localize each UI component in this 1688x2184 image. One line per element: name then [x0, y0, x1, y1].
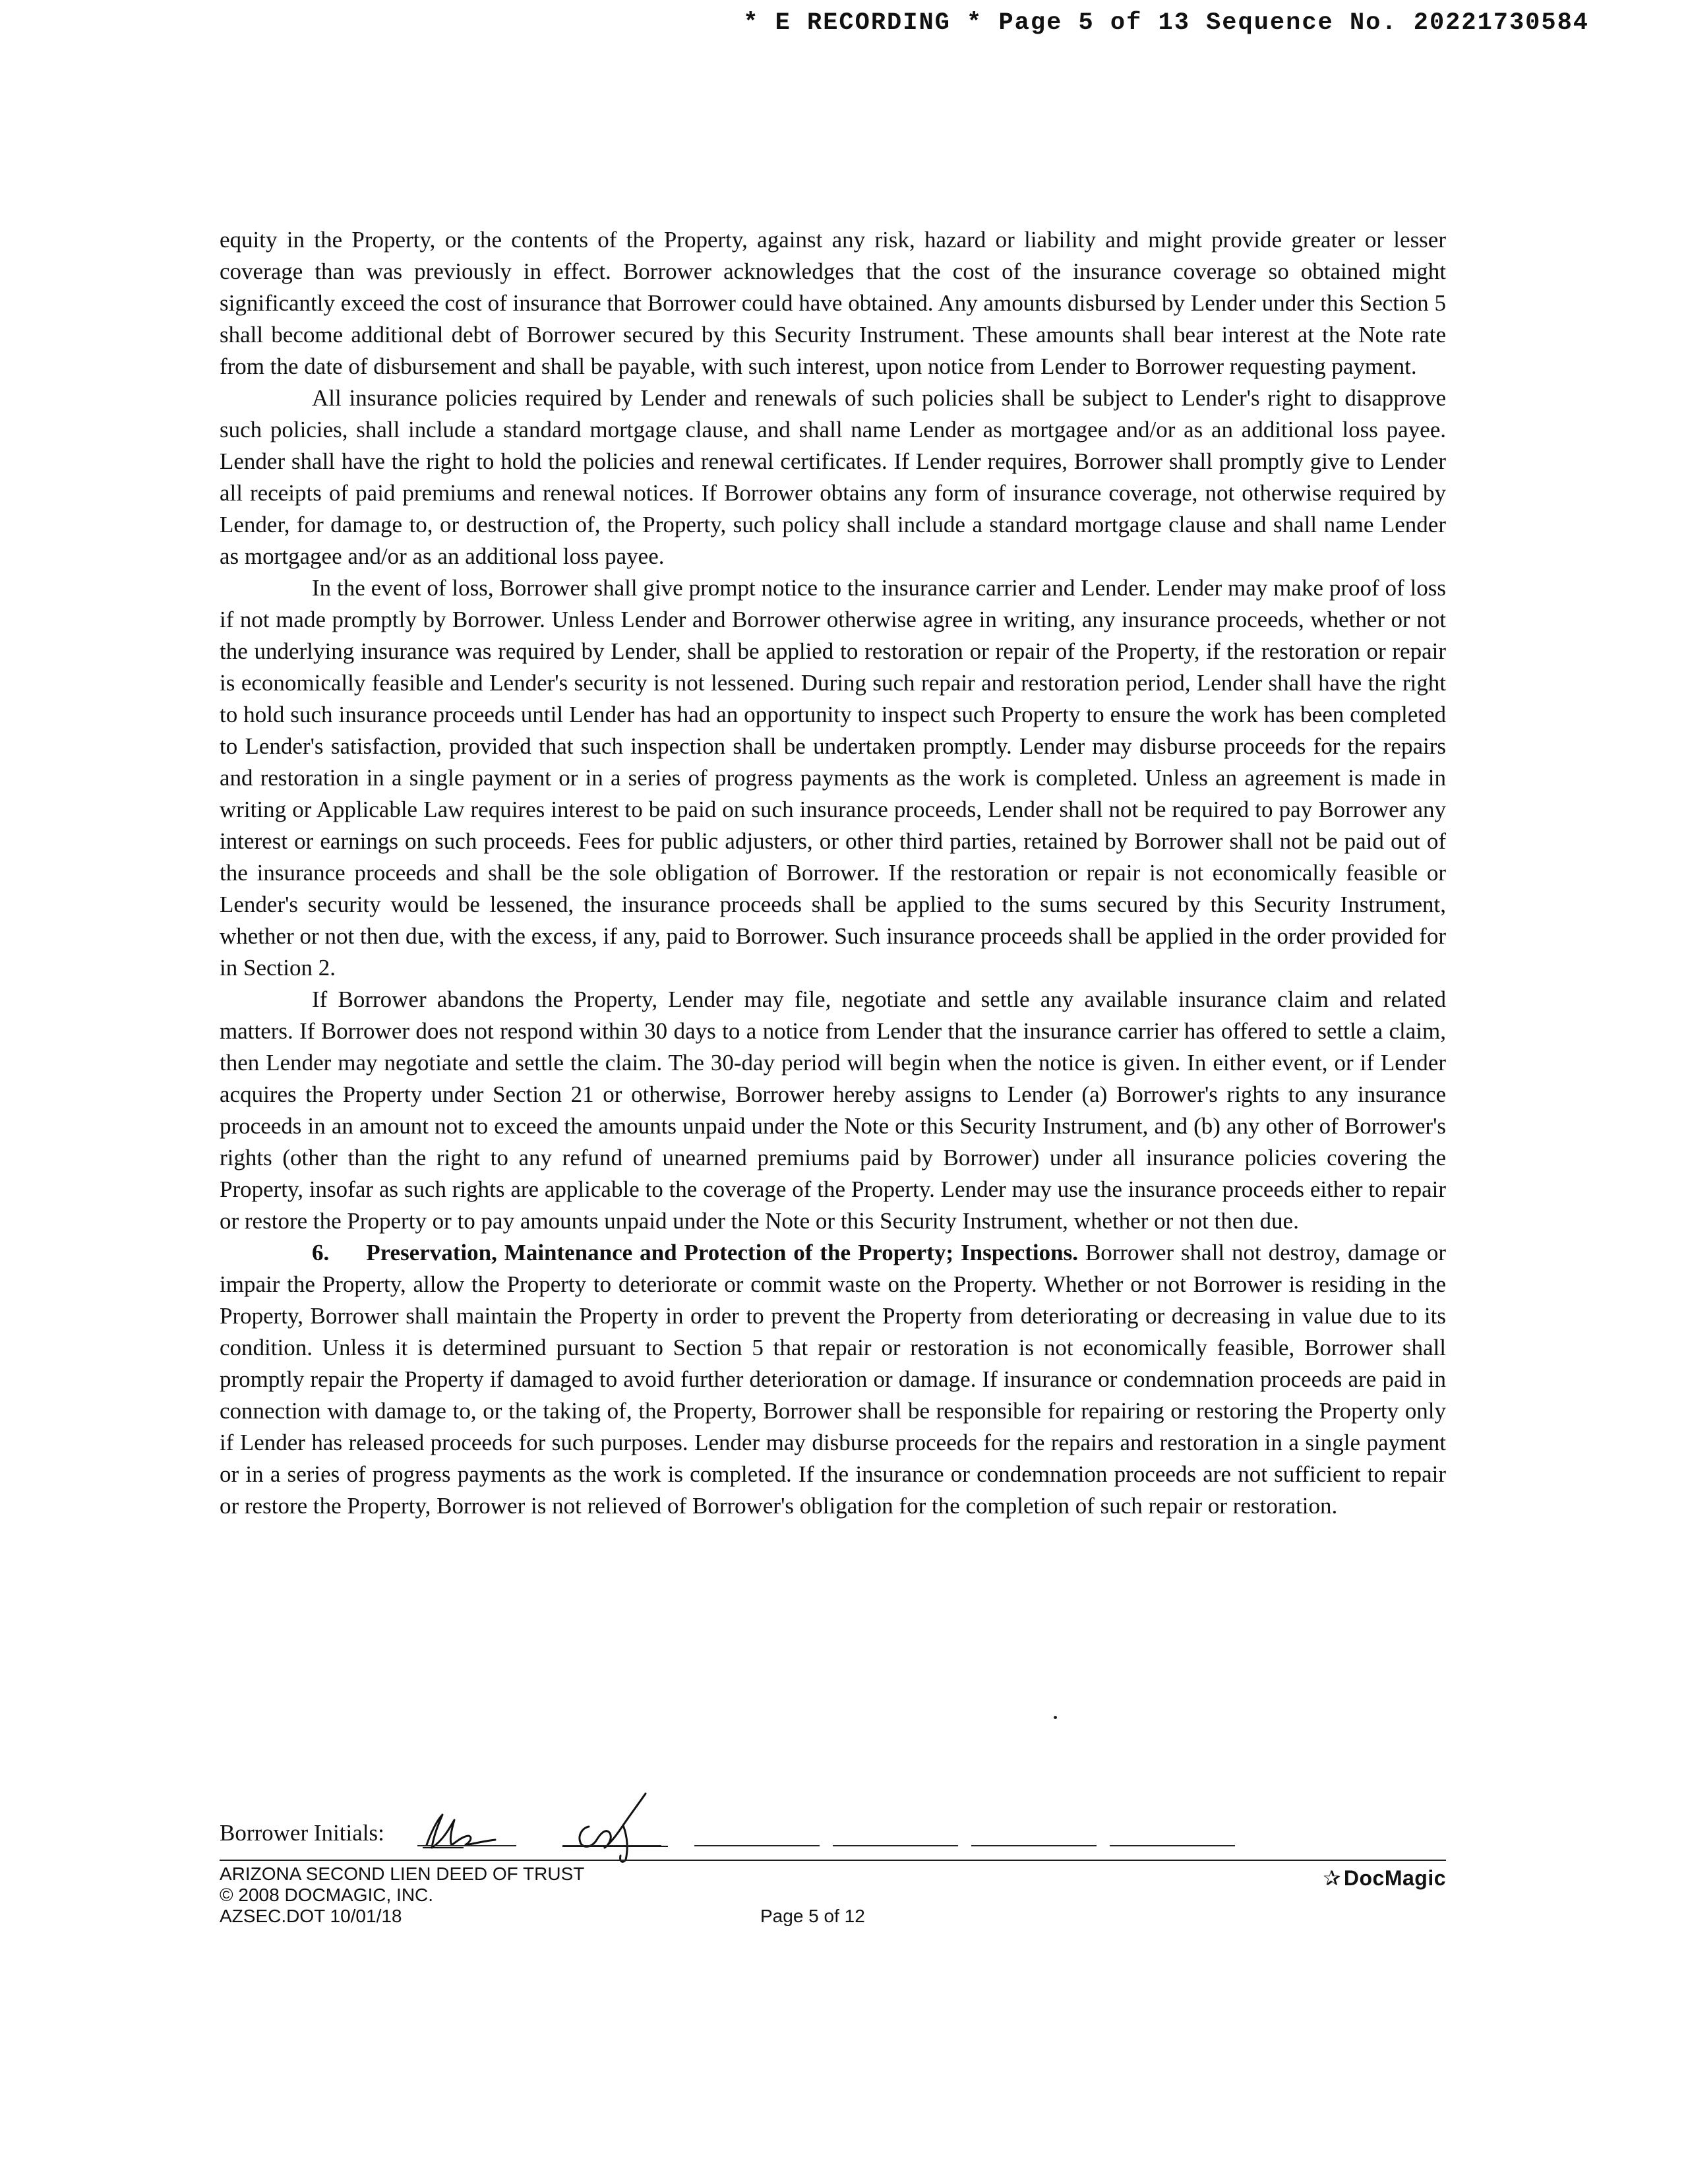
paragraph-insurance-coverage: equity in the Property, or the contents of the Property, against any risk, hazard or liability and might provide greater or lesser coverage than was previously in effect. Borrower acknowledges that the cost of the insurance coverage so obtained might significantly exceed the cost of insurance that Borrower could have obtained. Any amounts disbursed by Lender under this Section 5 shall become additional debt of Borrower secured by this Security Instrument. These amounts shall bear interest at the Note rate from the date of disbursement and shall be payable, with such interest, upon notice from Lender to Borrower requesting payment.	[220, 227, 1446, 379]
footer-rule	[220, 1860, 1446, 1861]
borrower-initials-row	[220, 1807, 1248, 1853]
initial-line-4[interactable]	[833, 1845, 958, 1846]
brand-name: DocMagic	[1343, 1866, 1446, 1890]
paragraph-event-of-loss: In the event of loss, Borrower shall give prompt notice to the insurance carrier and Lender. Lender may make proof of loss if not made promptly by Borrower. Unless Lender and Borrower otherwise agree in writing, any insurance proceeds, whether or not the underlying insurance was required by Lender, shall be applied to restoration or repair of the Property, if the restoration or repair is economically feasible and Lender's security is not lessened. During such repair and restoration period, Lender shall have the right to hold such insurance proceeds until Lender has had an opportunity to inspect such Property to ensure the work has been completed to Lender's satisfaction, provided that such inspection shall be undertaken promptly. Lender may disburse proceeds for the repairs and restoration in a single payment or in a series of progress payments as the work is completed. Unless an agreement is made in writing or Applicable Law requires interest to be paid on such insurance proceeds, Lender shall not be required to pay Borrower any interest or earnings on such proceeds. Fees for public adjusters, or other third parties, retained by Borrower shall not be paid out of the insurance proceeds and shall be the sole obligation of Borrower. If the restoration or repair is not economically feasible or Lender's security would be lessened, the insurance proceeds shall be applied to the sums secured by this Security Instrument, whether or not then due, with the excess, if any, paid to Borrower. Such insurance proceeds shall be applied in the order provided for in Section 2.	[220, 575, 1446, 981]
stray-mark	[1054, 1716, 1057, 1719]
footer-form-code: AZSEC.DOT 10/01/18	[220, 1906, 402, 1926]
section-6-paragraph	[220, 1237, 1446, 1522]
borrower-initials-label: Borrower Initials:	[220, 1820, 384, 1846]
initial-line-5[interactable]	[971, 1845, 1097, 1846]
initial-line-6[interactable]	[1110, 1845, 1235, 1846]
paragraph-abandonment: If Borrower abandons the Property, Lender may file, negotiate and settle any available insurance claim and related matters. If Borrower does not respond within 30 days to a notice from Lender that the insurance carrier has offered to settle a claim, then Lender may negotiate and settle the claim. The 30-day period will begin when the notice is given. In either event, or if Lender acquires the Property under Section 21 or otherwise, Borrower hereby assigns to Lender (a) Borrower's rights to any insurance proceeds in an amount not to exceed the amounts unpaid under the Note or this Security Instrument, and (b) any other of Borrower's rights (other than the right to any refund of unearned premiums paid by Borrower) under all insurance policies covering the Property, insofar as such rights are applicable to the coverage of the Property. Lender may use the insurance proceeds either to repair or restore the Property or to pay amounts unpaid under the Note or this Security Instrument, whether or not then due.	[220, 986, 1446, 1234]
document-footer	[220, 1864, 1446, 1927]
initial-line-2[interactable]	[562, 1845, 661, 1846]
initial-line-3[interactable]	[694, 1845, 820, 1846]
initial-line-1[interactable]	[417, 1845, 516, 1846]
section-6-text: Borrower shall not destroy, damage or impair the Property, allow the Property to deteriorate or commit waste on the Property. Whether or not Borrower is residing in the Property, Borrower shall maintain the Property in order to prevent the Property from deteriorating or decreasing in value due to its condition. Unless it is determined pursuant to Section 5 that repair or restoration is not economically feasible, Borrower shall promptly repair the Property if damaged to avoid further deterioration or damage. If insurance or condemnation proceeds are paid in connection with damage to, or the taking of, the Property, Borrower shall be responsible for repairing or restoring the Property only if Lender has released proceeds for such purposes. Lender may disburse proceeds for the repairs and restoration in a single payment or in a series of progress payments as the work is completed. If the insurance or condemnation proceeds are not sufficient to repair or restore the Property, Borrower is not relieved of Borrower's obligation for the completion of such repair or restoration.	[220, 1240, 1446, 1519]
recording-header: * E RECORDING * Page 5 of 13 Sequence No. 20221730584	[743, 9, 1589, 37]
footer-page-number: Page 5 of 12	[760, 1906, 865, 1926]
document-body	[220, 224, 1446, 1522]
footer-form-title: ARIZONA SECOND LIEN DEED OF TRUST	[220, 1864, 585, 1884]
star-icon: ✰	[1323, 1866, 1341, 1890]
docmagic-logo	[1323, 1867, 1446, 1889]
paragraph-insurance-policies: All insurance policies required by Lender and renewals of such policies shall be subject to Lender's right to disapprove such policies, shall include a standard mortgage clause, and shall name Lender as mortgagee and/or as an additional loss payee. Lender shall have the right to hold the policies and renewal certificates. If Lender requires, Borrower shall promptly give to Lender all receipts of paid premiums and renewal notices. If Borrower obtains any form of insurance coverage, not otherwise required by Lender, for damage to, or destruction of, the Property, such policy shall include a standard mortgage clause and shall name Lender as mortgagee and/or as an additional loss payee.	[220, 385, 1446, 569]
borrower-initial-signature-2	[562, 1787, 668, 1866]
section-6-title: Preservation, Maintenance and Protection of the Property; Inspections.	[366, 1240, 1078, 1265]
section-6-number: 6.	[312, 1240, 330, 1265]
footer-copyright: © 2008 DOCMAGIC, INC.	[220, 1885, 434, 1905]
